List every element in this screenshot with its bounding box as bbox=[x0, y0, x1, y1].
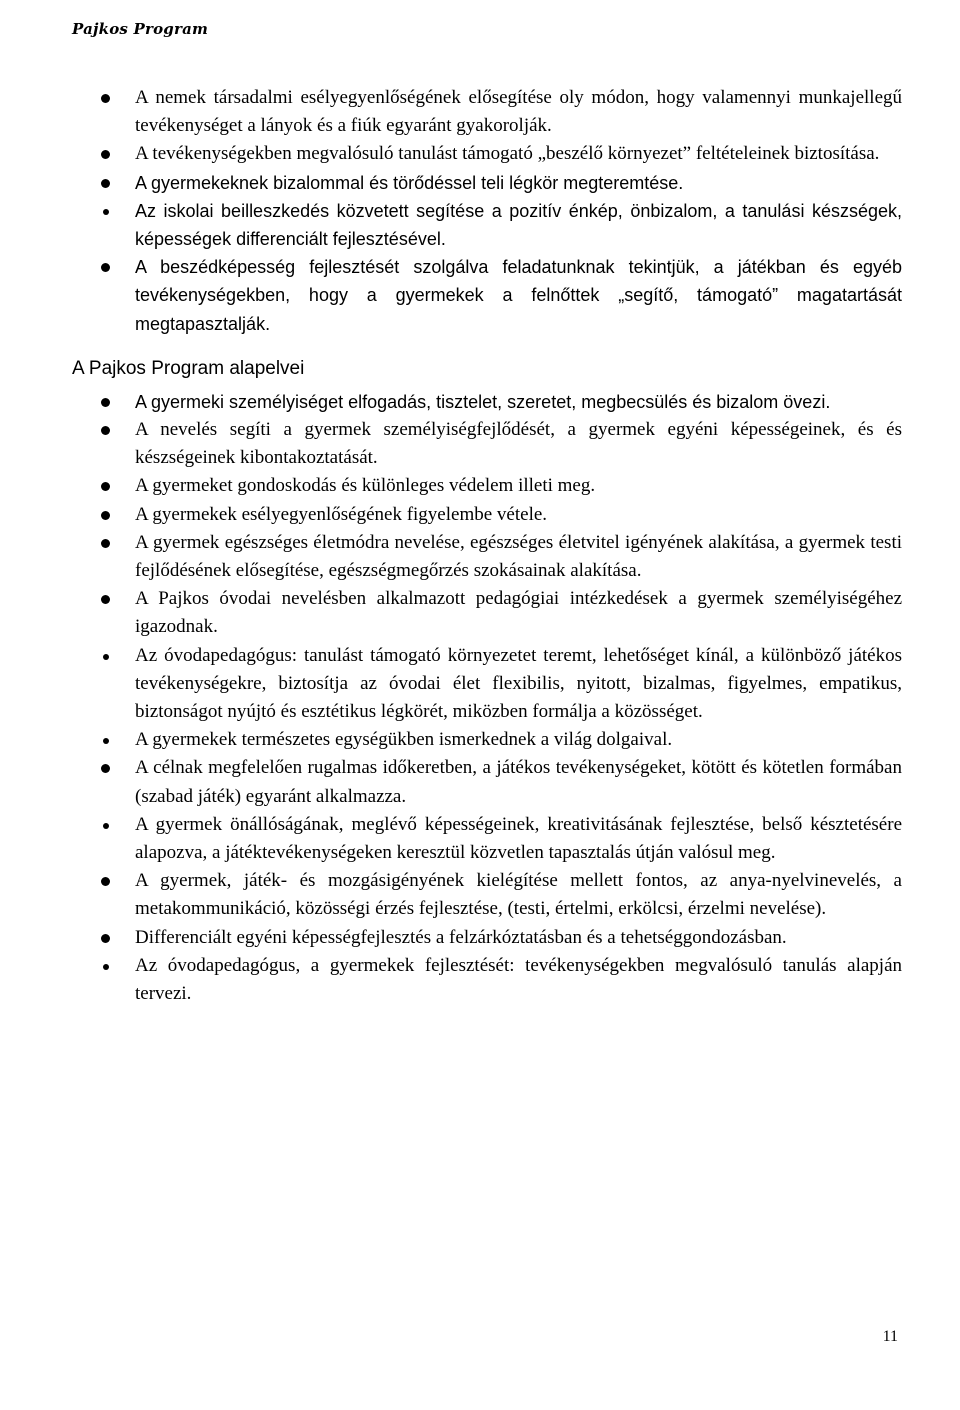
list-item bbox=[72, 253, 902, 338]
bullet-icon bbox=[103, 209, 109, 215]
list-item bbox=[72, 642, 902, 727]
bullet-icon bbox=[101, 426, 110, 435]
list-item-text: Az iskolai beilleszkedés közvetett segítése a pozitív énkép, önbizalom, a tanulási készségek, képességek differenciált fejlesztésével. bbox=[135, 200, 902, 250]
list-item bbox=[72, 952, 902, 1008]
bullet-icon bbox=[101, 94, 110, 103]
list-item-text: A Pajkos óvodai nevelésben alkalmazott pedagógiai intézkedések a gyermek személyiségéhez igazodnak. bbox=[135, 588, 902, 638]
list-item bbox=[72, 867, 902, 923]
bullet-icon bbox=[103, 654, 109, 660]
page-number: 11 bbox=[882, 1328, 898, 1345]
list-item-text: A gyermek, játék- és mozgásigényének kielégítése mellett fontos, az anya-nyelvinevelés, a metakommunikáció, közösségi érzés fejlesztése, (testi, értelmi, erkölcsi, érzelmi nevelése). bbox=[135, 870, 902, 920]
bullet-icon bbox=[101, 179, 110, 188]
list-item bbox=[72, 84, 902, 140]
section-heading: A Pajkos Program alapelvei bbox=[72, 357, 305, 379]
list-item-text: Az óvodapedagógus, a gyermekek fejlesztését: tevékenységekben megvalósuló tanulás alapján tervezi. bbox=[135, 954, 902, 1005]
list-item bbox=[72, 388, 902, 416]
bullet-icon bbox=[101, 934, 110, 943]
bullet-icon bbox=[101, 511, 110, 520]
list-item-text: A gyermeki személyiséget elfogadás, tisztelet, szeretet, megbecsülés és bizalom övezi. bbox=[135, 391, 831, 412]
list-item bbox=[72, 501, 902, 529]
bullet-icon bbox=[101, 539, 110, 548]
list-item-text: A gyermekek esélyegyenlőségének figyelembe vétele. bbox=[135, 503, 548, 525]
bullet-icon bbox=[101, 482, 110, 491]
list-item-text: A nevelés segíti a gyermek személyiségfejlődését, a gyermek egyéni képességeinek, és és készségeinek kibontakoztatását. bbox=[135, 419, 902, 469]
goals-list bbox=[72, 84, 902, 338]
list-item bbox=[72, 169, 902, 197]
bullet-icon bbox=[103, 823, 109, 829]
bullet-icon bbox=[103, 964, 109, 970]
bullet-icon bbox=[101, 398, 110, 407]
list-item bbox=[72, 416, 902, 472]
bullet-icon bbox=[101, 764, 110, 773]
list-item-text: A gyermek önállóságának, meglévő képességeinek, kreativitásának fejlesztése, belső késztetésére alapozva, a játéktevékenységeken keresztül közvetlen tapasztalás útján valósul meg. bbox=[135, 813, 902, 864]
bullet-icon bbox=[101, 263, 110, 272]
list-item bbox=[72, 529, 902, 585]
list-item-text: A célnak megfelelően rugalmas időkeretben, a játékos tevékenységeket, kötött és kötetlen formában (szabad játék) egyaránt alkalmazza. bbox=[135, 757, 902, 807]
principles-list bbox=[72, 388, 902, 1008]
list-item-text: Az óvodapedagógus: tanulást támogató környezetet teremt, lehetőséget kínál, a különböző játékos tevékenységekre, biztosítja az óvodai élet flexibilis, nyitott, bizalmas, figyelmes, empatikus, biztonságot nyújtó és esztétikus légkörét, miközben formálja a közösséget. bbox=[135, 644, 902, 723]
page-body bbox=[72, 84, 902, 1008]
list-item-text: A beszédképesség fejlesztését szolgálva feladatunknak tekintjük, a játékban és egyéb tevékenységekben, hogy a gyermekek a felnőttek „segítő, támogató” magatartását megtapasztalják. bbox=[135, 257, 902, 334]
list-item bbox=[72, 754, 902, 810]
list-item-text: A tevékenységekben megvalósuló tanulást támogató „beszélő környezet” feltételeinek biztosítása. bbox=[135, 143, 880, 165]
list-item-text: A gyermekeknek bizalommal és törődéssel teli légkör megteremtése. bbox=[135, 172, 684, 193]
list-item bbox=[72, 726, 902, 754]
list-item-text: A gyermeket gondoskodás és különleges védelem illeti meg. bbox=[135, 475, 596, 497]
list-item bbox=[72, 811, 902, 867]
list-item-text: A gyermekek természetes egységükben ismerkednek a világ dolgaival. bbox=[135, 729, 673, 751]
list-item-text: Differenciált egyéni képességfejlesztés a felzárkóztatásban és a tehetséggondozásban. bbox=[135, 926, 787, 948]
list-item bbox=[72, 140, 902, 168]
list-item-text: A gyermek egészséges életmódra nevelése, egészséges életvitel igényének alakítása, a gyermek testi fejlődésének elősegítése, egészségmegőrzés szokásainak alakítása. bbox=[135, 531, 902, 582]
list-item bbox=[72, 924, 902, 952]
bullet-icon bbox=[103, 738, 109, 744]
bullet-icon bbox=[101, 595, 110, 604]
bullet-icon bbox=[101, 877, 110, 886]
list-item bbox=[72, 472, 902, 500]
list-item bbox=[72, 197, 902, 253]
list-item bbox=[72, 585, 902, 641]
bullet-icon bbox=[101, 150, 110, 159]
document-header: Pajkos Program bbox=[72, 20, 209, 38]
list-item-text: A nemek társadalmi esélyegyenlőségének elősegítése oly módon, hogy valamennyi munkajellegű tevékenységet a lányok és a fiúk egyaránt gyakorolják. bbox=[135, 87, 902, 137]
